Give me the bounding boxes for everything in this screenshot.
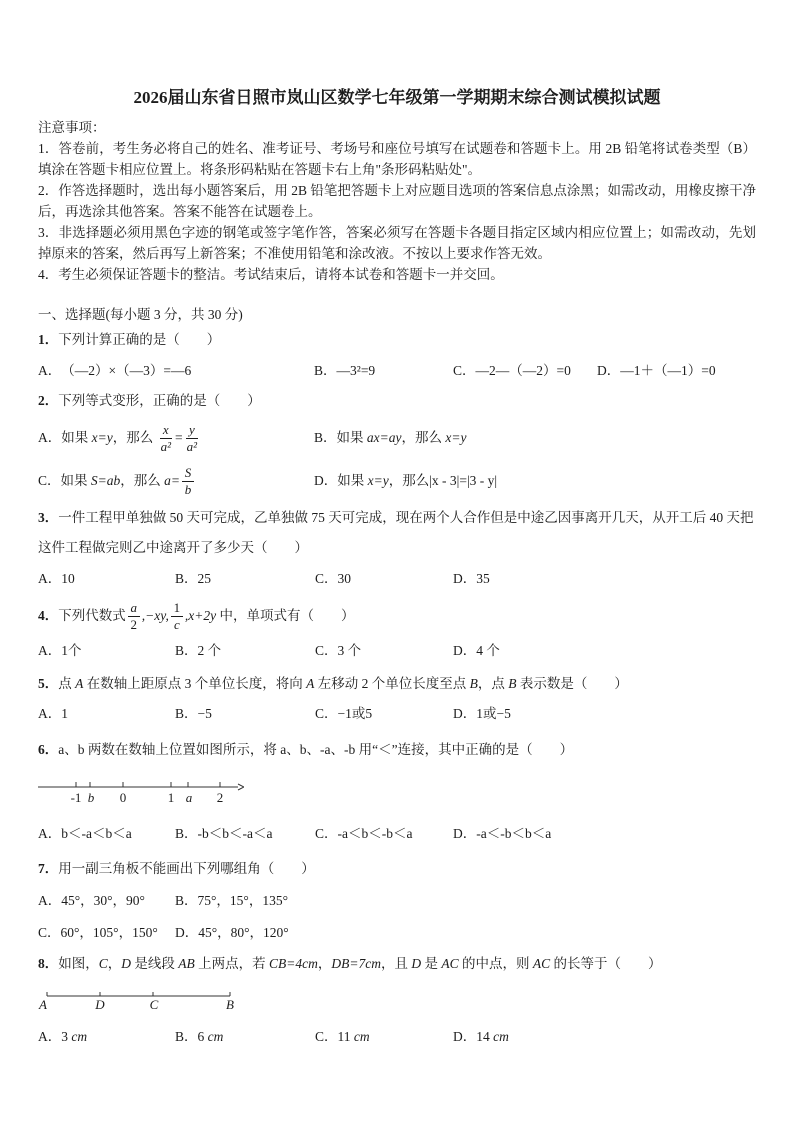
option-label: C． [315, 643, 338, 658]
math-operator: = [175, 430, 183, 445]
math-expression: |x - 3|=|3 - y| [429, 473, 498, 488]
question-text: 左移动 2 个单位长度至点 [314, 676, 470, 691]
axis-label: -1 [70, 790, 82, 805]
point-label: B [508, 676, 517, 691]
q1-option-d [597, 361, 716, 381]
option-value: 6 [197, 1029, 208, 1044]
point-label: C [149, 997, 159, 1012]
option-label: A． [38, 1029, 62, 1044]
option-text: ，那么 [401, 430, 446, 445]
option-label: D． [453, 706, 477, 721]
option-value: 11 [337, 1029, 354, 1044]
q3-option-c [315, 569, 351, 589]
q4-option-a [38, 641, 82, 661]
question-text: 用一副三角板不能画出下列哪组角（ ） [58, 861, 315, 876]
option-label: D． [453, 1029, 477, 1044]
option-value: 14 [476, 1029, 494, 1044]
question-text: 是 [421, 956, 442, 971]
note-item-2: 2．作答选择题时，选出每小题答案后，用 2B 铅笔把答题卡上对应题目选项的答案信息点涂黑；如需改动，用橡皮擦干净后，再选涂其他答案。答案不能答在试题卷上。 [38, 183, 756, 219]
option-label: D． [314, 473, 338, 488]
option-text: —1＋（—1）=0 [620, 363, 716, 378]
option-label: C． [315, 826, 338, 841]
option-label: B． [175, 706, 198, 721]
option-label: B． [175, 571, 198, 586]
axis-label: a [185, 790, 193, 805]
option-label: A． [38, 571, 62, 586]
note-item-4: 4．考生必须保证答题卡的整洁。考试结束后，请将本试卷和答题卡一并交回。 [38, 267, 504, 282]
math-expression: ,x+2y [184, 608, 217, 623]
question-number: 3． [38, 510, 59, 525]
q2-option-d [314, 461, 497, 501]
option-label: B． [175, 826, 198, 841]
question-number: 2． [38, 393, 59, 408]
q5-option-c [315, 704, 372, 724]
axis-label: 0 [119, 790, 127, 805]
fraction [171, 600, 183, 633]
option-label: A． [38, 643, 62, 658]
math-expression: x=y [445, 430, 467, 445]
option-text: 2 个 [197, 643, 222, 658]
q3-option-a [38, 569, 75, 589]
point-label: D [95, 997, 105, 1012]
option-text: ，那么 [112, 430, 157, 445]
fraction-denominator: c [173, 616, 180, 632]
option-text: —2—（—2）=0 [475, 363, 571, 378]
question-text: 下列代数式 [58, 608, 126, 623]
axis-label: b [87, 790, 95, 805]
number-line-figure [38, 776, 244, 808]
q3-option-b [175, 569, 211, 589]
option-text: 1个 [61, 643, 82, 658]
option-text: 如果 [61, 430, 92, 445]
q2-option-a [38, 418, 201, 458]
option-label: C． [315, 571, 338, 586]
notes-block [38, 117, 756, 285]
option-label: B． [314, 430, 337, 445]
math-expression: x=y [367, 473, 389, 488]
question-text: 下列等式变形，正确的是（ ） [58, 393, 261, 408]
section-title: 一、选择题(每小题 3 分，共 30 分) [38, 307, 243, 322]
option-text: b＜-a＜b＜a [61, 826, 132, 841]
question-3-stem [38, 503, 756, 563]
option-label: D． [175, 925, 199, 940]
question-text: 的中点，则 [458, 956, 533, 971]
point-label: C [98, 956, 108, 971]
arrow-icon [238, 784, 244, 790]
fraction-denominator: a² [160, 438, 171, 454]
question-8-stem [38, 954, 662, 974]
q8-option-a [38, 1027, 87, 1047]
question-text: ， [317, 956, 332, 971]
option-text: ，那么 [120, 473, 165, 488]
q1-option-b [314, 361, 375, 381]
question-text: 一件工程甲单独做 50 天可完成，乙单独做 75 天可完成，现在两个人合作但是中途乙因事离开几天，从开工后 40 天把这件工程做完则乙中途离开了多少天（ ） [38, 510, 754, 555]
option-unit: cm [493, 1029, 509, 1044]
option-text: 25 [197, 571, 212, 586]
option-label: A． [38, 826, 62, 841]
segment-label: AC [441, 956, 459, 971]
q5-option-b [175, 704, 212, 724]
axis-label: 1 [167, 790, 175, 805]
question-text: 下列计算正确的是（ ） [58, 332, 221, 347]
question-text: 点 [58, 676, 76, 691]
fraction-numerator: S [182, 465, 194, 482]
fraction [128, 600, 140, 633]
question-text: 的长等于（ ） [550, 956, 662, 971]
option-label: A． [38, 430, 62, 445]
q1-option-c [453, 361, 571, 381]
q7-option-c [38, 923, 158, 943]
question-text: a、b 两数在数轴上位置如图所示，将 a、b、-a、-b 用“＜”连接，其中正确的是（ ） [58, 742, 574, 757]
option-text: -a＜b＜-b＜a [337, 826, 413, 841]
option-text: 如果 [337, 473, 368, 488]
q6-option-c [315, 824, 413, 844]
point-label: A [39, 997, 47, 1012]
fraction [182, 465, 194, 498]
option-text: —3²=9 [336, 363, 376, 378]
option-label: D． [453, 826, 477, 841]
option-label: B． [175, 643, 198, 658]
question-2-stem [38, 391, 261, 411]
q8-option-d [453, 1027, 509, 1047]
q5-option-d [453, 704, 511, 724]
point-label: A [306, 676, 315, 691]
option-unit: cm [207, 1029, 224, 1044]
question-text: 上两点，若 [194, 956, 270, 971]
option-text: −5 [197, 706, 212, 721]
note-item-1: 1．答卷前，考生务必将自己的姓名、准考证号、考场号和座位号填写在试题卷和答题卡上。用 2B 铅笔将试卷类型（B）填涂在答题卡相应位置上。将条形码粘贴在答题卡右上角"条形码粘贴处"。 [38, 141, 756, 177]
point-label: A [75, 676, 84, 691]
option-text: ，那么 [388, 473, 430, 488]
option-text: 如果 [336, 430, 367, 445]
axis-label: 2 [216, 790, 224, 805]
question-5-stem [38, 674, 628, 694]
option-unit: cm [353, 1029, 370, 1044]
question-text: 在数轴上距原点 3 个单位长度，将向 [83, 676, 307, 691]
q6-option-a [38, 824, 132, 844]
option-label: B． [314, 363, 337, 378]
question-6-stem [38, 740, 573, 760]
q2-option-b [314, 418, 466, 458]
option-text: −1或5 [337, 706, 373, 721]
note-item-3: 3．非选择题必须用黑色字迹的钢笔或签字笔作答，答案必须写在答题卡各题目指定区域内相应位置上；如需改动，先划掉原来的答案，然后再写上新答案；不准使用铅笔和涂改液。不按以上要求作答无效。 [38, 225, 756, 261]
question-text: ，点 [477, 676, 509, 691]
point-label: B [226, 997, 234, 1012]
exam-title: 2026届山东省日照市岚山区数学七年级第一学期期末综合测试模拟试题 [133, 88, 661, 107]
fraction-numerator: a [128, 600, 140, 617]
notes-heading: 注意事项： [38, 120, 106, 135]
option-label: A． [38, 893, 62, 908]
option-text: 35 [476, 571, 490, 586]
q4-option-b [175, 641, 221, 661]
segment-label: AC [532, 956, 551, 971]
q8-option-b [175, 1027, 223, 1047]
point-label: B [469, 676, 478, 691]
option-text: 45°，30°，90° [61, 893, 145, 908]
option-text: -b＜b＜-a＜a [197, 826, 273, 841]
option-label: B． [175, 1029, 198, 1044]
fraction [185, 422, 199, 455]
math-expression: CB=4cm [269, 956, 318, 971]
option-label: D． [597, 363, 621, 378]
question-number: 8． [38, 956, 59, 971]
q8-option-c [315, 1027, 370, 1047]
q4-option-c [315, 641, 361, 661]
option-text: 75°，15°，135° [197, 893, 288, 908]
question-number: 6． [38, 742, 59, 757]
question-4-stem [38, 596, 354, 636]
question-text: 中，单项式有（ ） [216, 608, 355, 623]
math-expression: a= [164, 473, 181, 488]
option-label: C． [315, 1029, 338, 1044]
option-label: B． [175, 893, 198, 908]
option-value: 3 [61, 1029, 72, 1044]
question-text: 如图， [58, 956, 99, 971]
question-number: 1． [38, 332, 59, 347]
fraction-numerator: x [160, 422, 172, 439]
point-label: D [121, 956, 132, 971]
option-label: C． [453, 363, 476, 378]
q3-option-d [453, 569, 490, 589]
option-text: 60°，105°，150° [60, 925, 158, 940]
option-label: C． [38, 473, 61, 488]
q6-option-b [175, 824, 273, 844]
option-label: D． [453, 643, 477, 658]
option-label: D． [453, 571, 477, 586]
option-text: 45°，80°，120° [198, 925, 289, 940]
question-text: ， [107, 956, 122, 971]
question-text: 表示数是（ ） [516, 676, 628, 691]
option-label: A． [38, 706, 62, 721]
fraction-numerator: y [186, 422, 198, 439]
option-text: 30 [337, 571, 352, 586]
option-text: 1或−5 [476, 706, 511, 721]
q7-option-a [38, 891, 145, 911]
option-unit: cm [71, 1029, 88, 1044]
question-number: 7． [38, 861, 59, 876]
segment-label: AB [178, 956, 195, 971]
q6-option-d [453, 824, 551, 844]
math-expression: ax=ay [366, 430, 402, 445]
question-text: ，且 [380, 956, 412, 971]
option-text: 3 个 [337, 643, 362, 658]
q7-option-d [175, 923, 289, 943]
option-label: C． [315, 706, 338, 721]
question-7-stem [38, 859, 315, 879]
math-expression: ,−xy, [141, 608, 169, 623]
q7-option-b [175, 891, 288, 911]
option-text: 如果 [60, 473, 91, 488]
q4-option-d [453, 641, 500, 661]
option-label: A． [38, 363, 62, 378]
question-number: 4． [38, 608, 59, 623]
q5-option-a [38, 704, 68, 724]
fraction-numerator: 1 [171, 600, 183, 617]
fraction-denominator: a² [186, 438, 198, 454]
question-text: 是线段 [131, 956, 179, 971]
math-expression: DB=7cm [331, 956, 381, 971]
option-label: C． [38, 925, 61, 940]
point-label: D [411, 956, 422, 971]
fraction-denominator: 2 [130, 616, 137, 632]
option-text: （—2）×（—3）=—6 [61, 363, 192, 378]
fraction-denominator: b [184, 481, 192, 497]
math-expression: S=ab [90, 473, 121, 488]
question-number: 5． [38, 676, 59, 691]
option-text: 10 [61, 571, 75, 586]
option-text: -a＜-b＜b＜a [476, 826, 552, 841]
option-text: 1 [61, 706, 68, 721]
question-1-stem [38, 330, 220, 350]
q1-option-a [38, 361, 191, 381]
math-expression: x=y [91, 430, 113, 445]
option-text: 4 个 [476, 643, 500, 658]
fraction [159, 422, 173, 455]
line-segment-figure [38, 986, 238, 1012]
q2-option-c [38, 461, 196, 501]
